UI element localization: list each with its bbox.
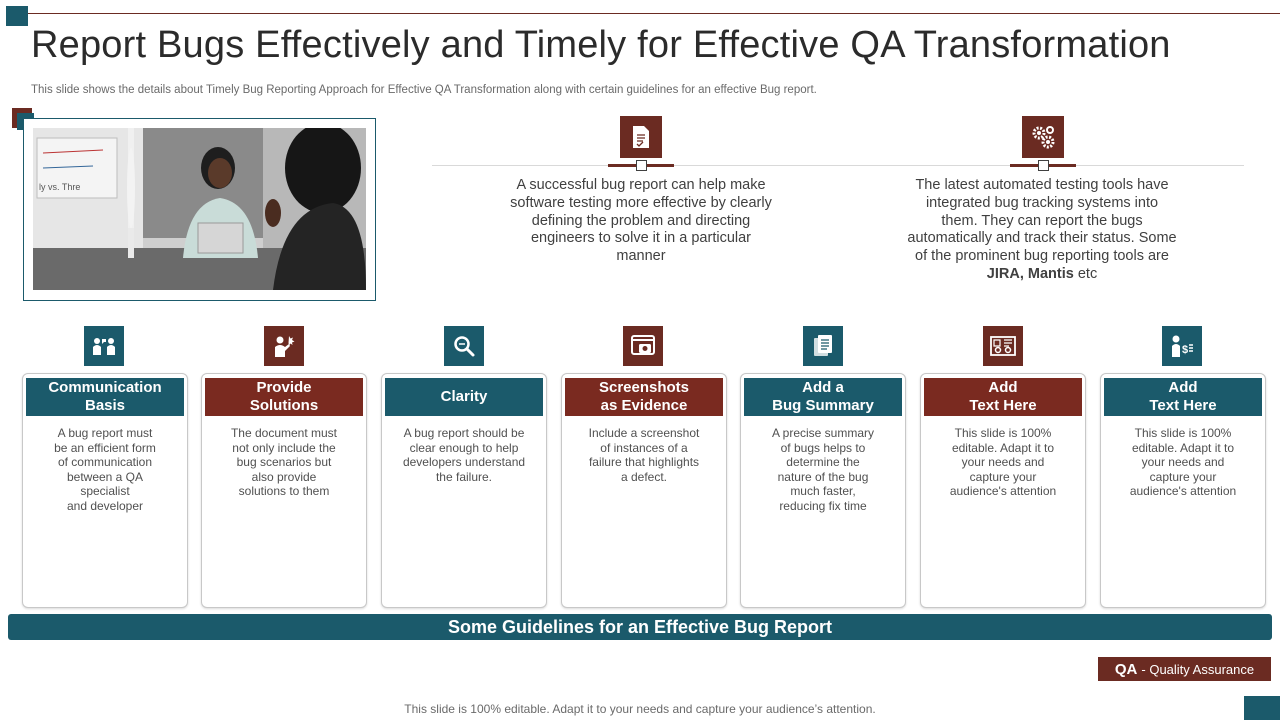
presenter-solution-icon	[264, 326, 304, 366]
corner-accent-bottom-right	[1244, 696, 1280, 720]
guideline-body: This slide is 100% editable. Adapt it to your needs and capture your audience's attention	[949, 426, 1057, 498]
photo-whiteboard-text: ly vs. Thre	[39, 182, 81, 192]
slide-title: Report Bugs Effectively and Timely for Effective QA Transformation	[31, 24, 1171, 66]
documents-icon	[803, 326, 843, 366]
top-point-2-text: The latest automated testing tools have integrated bug tracking systems into them. They can report the bugs automatically and track their status. Some of the prominent bug reporting tools are JIRA, Mantis etc	[907, 177, 1177, 282]
people-communication-icon	[84, 326, 124, 366]
guideline-title: Screenshots as Evidence	[565, 378, 723, 416]
timeline-marker	[1038, 160, 1049, 171]
timeline-marker	[636, 160, 647, 171]
guideline-body: A bug report should be clear enough to help developers understand the failure.	[402, 426, 526, 484]
guideline-title: Add Text Here	[1104, 378, 1262, 416]
magnifier-icon	[444, 326, 484, 366]
guideline-body: A bug report must be an efficient form of communication between a QA specialist and developer	[54, 426, 156, 513]
top-rule	[28, 13, 1280, 14]
guideline-title: Communication Basis	[26, 378, 184, 416]
guideline-body: Include a screenshot of instances of a failure that highlights a defect.	[588, 426, 700, 484]
slide-subtitle: This slide shows the details about Timely Bug Reporting Approach for Effective QA Transformation along with certain guidelines for an effective Bug report.	[31, 84, 817, 96]
guideline-title: Provide Solutions	[205, 378, 363, 416]
guideline-body: This slide is 100% editable. Adapt it to your needs and capture your audience's attention	[1129, 426, 1237, 498]
guideline-title: Add Text Here	[924, 378, 1082, 416]
qa-definition: - Quality Assurance	[1141, 661, 1255, 677]
svg-text:$: $	[1182, 344, 1189, 356]
report-document-icon	[620, 116, 662, 158]
timeline-line	[432, 165, 1244, 166]
person-money-icon	[1162, 326, 1202, 366]
meeting-photo	[33, 128, 366, 290]
screenshot-camera-icon	[623, 326, 663, 366]
blueprint-settings-icon	[983, 326, 1023, 366]
footer-note: This slide is 100% editable. Adapt it to your needs and capture your audience’s attention.	[404, 702, 876, 716]
top-point-1-text: A successful bug report can help make software testing more effective by clearly defining the problem and directing engineers to solve it in a particular manner	[510, 177, 772, 265]
guideline-title: Add a Bug Summary	[744, 378, 902, 416]
guideline-body: The document must not only include the bug scenarios but also provide solutions to them	[230, 426, 338, 498]
qa-legend-badge	[1098, 657, 1271, 681]
guidelines-banner: Some Guidelines for an Effective Bug Report	[8, 614, 1272, 640]
corner-accent-top-left	[6, 6, 28, 26]
tool-jira: JIRA,	[986, 265, 1024, 282]
tool-mantis: Mantis	[1027, 265, 1074, 282]
qa-abbreviation: QA	[1114, 660, 1138, 678]
guideline-title: Clarity	[385, 378, 543, 416]
gears-icon	[1022, 116, 1064, 158]
guideline-body: A precise summary of bugs helps to determine the nature of the bug much faster, reducing fix time	[771, 426, 875, 513]
